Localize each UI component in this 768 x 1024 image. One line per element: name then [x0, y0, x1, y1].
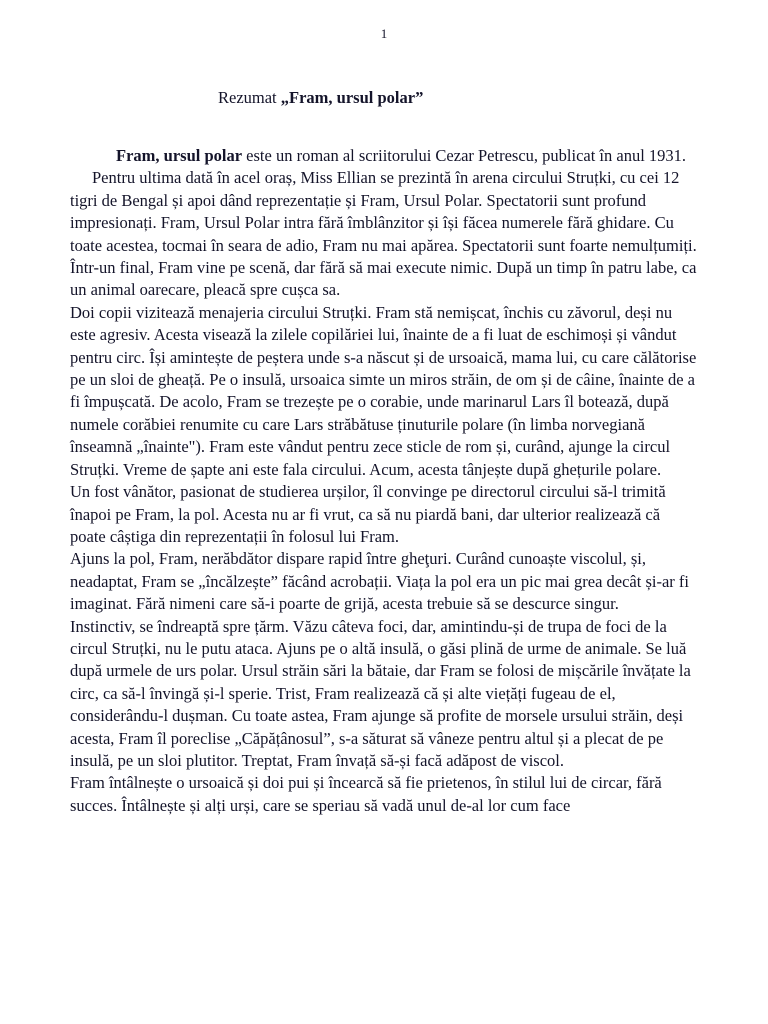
document-body: [70, 145, 698, 817]
paragraph: Doi copii vizitează menajeria circului Struțki. Fram stă nemișcat, închis cu zăvorul, deși nu este agresiv. Acesta visează la zilele copilăriei lui, înainte de a fi luat de eschimoși și vândut pentru circ. Își amintește de peștera unde s-a născut și de ursoaică, mama lui, cu care călătorise pe un sloi de gheață. Pe o insulă, ursoaica simte un miros străin, de om și de câine, înainte de a fi împușcată. De acolo, Fram se trezește pe o corabie, unde marinarul Lars îl botează, după numele corăbiei renumite cu care Lars străbătuse ținuturile polare (în limba norvegiană înseamnă „înainte"). Fram este vândut pentru zece sticle de rom și, curând, ajunge la circul Struțki. Vreme de șapte ani este fala circului. Acum, acesta tânjește după ghețurile polare.: [70, 302, 697, 479]
paragraph: Ajuns la pol, Fram, nerăbdător dispare rapid între gheţuri. Curând cunoaște viscolul, și, neadaptat, Fram se „încălzește” făcând acrobații. Viața la pol era un pic mai grea decât și-ar fi imaginat. Fără nimeni care să-i poarte de grijă, acesta trebuie să se descurce singur.: [70, 549, 689, 614]
intro-bold: Fram, ursul polar: [116, 146, 243, 165]
document-title: [218, 88, 423, 108]
title-prefix: Rezumat: [218, 88, 281, 107]
page-number: 1: [380, 26, 388, 41]
paragraph: Instinctiv, se îndreaptă spre țărm. Văzu câteva foci, dar, amintindu-și de trupa de foci de la circul Struțki, nu le putu ataca. Ajuns pe o altă insulă, o găsi plină de urme de animale. Se luă după urmele de urs polar. Ursul străin sări la bătaie, dar Fram se folosi de mișcările învățate la circ, ca să-l învingă și-l sperie. Trist, Fram realizează că și alte viețăți fugeau de el, considerându-l dușman. Cu toate astea, Fram ajunge să profite de morsele ursului străin, deși acesta, Fram îl poreclise „Căpățânosul”, s-a săturat să vâneze pentru altul și a plecat de pe insulă, pe un sloi plutitor. Treptat, Fram învață să-și facă adăpost de viscol.: [70, 616, 691, 770]
paragraph: Fram întâlnește o ursoaică și doi pui și încearcă să fie prietenos, în stilul lui de circar, fără succes. Întâlnește și alți urși, care se speriau să vadă unul de-al lor cum face: [70, 773, 662, 815]
intro-paragraph: [70, 145, 698, 167]
paragraph: Pentru ultima dată în acel oraș, Miss Ellian se prezintă în arena circului Struțki, cu cei 12 tigri de Bengal și apoi dând reprezentație și Fram, Ursul Polar. Spectatorii sunt profund impresionați. Fram, Ursul Polar intra fără îmblânzitor și își făcea numerele fără ghidare. Cu toate acestea, tocmai în seara de adio, Fram nu mai apărea. Spectatorii sunt foarte nemulțumiți. Într-un final, Fram vine pe scenă, dar fără să mai execute nimic. După un timp în patru labe, ca un animal oarecare, pleacă spre cușca sa.: [70, 168, 697, 300]
title-bold: „Fram, ursul polar”: [280, 88, 424, 107]
intro-rest: este un roman al scriitorului Cezar Petrescu, publicat în anul 1931.: [242, 146, 687, 165]
paragraph: Un fost vânător, pasionat de studierea urșilor, îl convinge pe directorul circului să-l trimită înapoi pe Fram, la pol. Acesta nu ar fi vrut, ca să nu piardă bani, dar ulterior realizează că poate câștiga din reprezentații în folosul lui Fram.: [70, 482, 666, 546]
